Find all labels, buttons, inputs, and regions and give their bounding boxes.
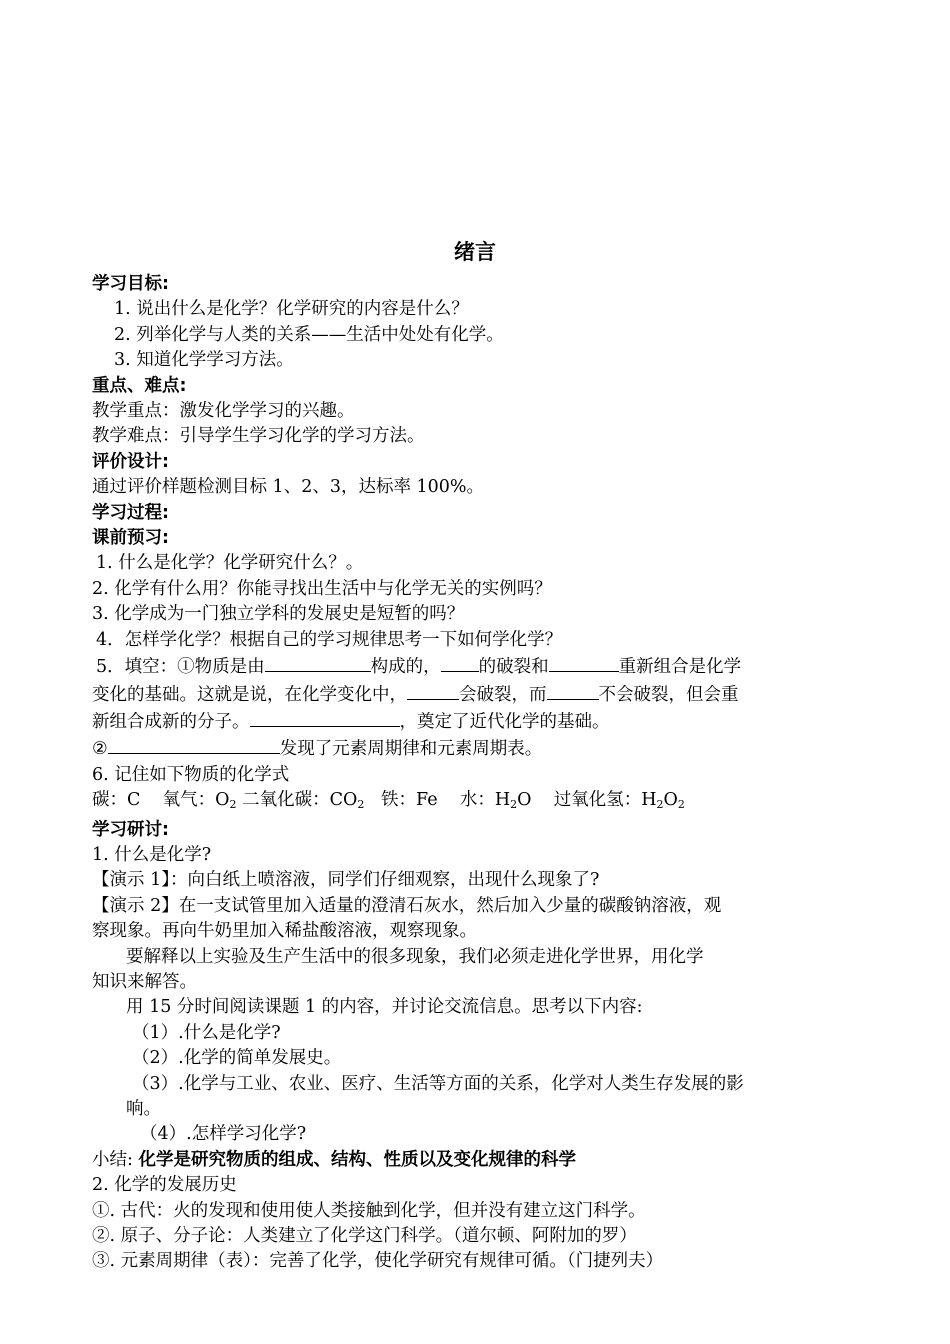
answer-blank[interactable]	[407, 681, 459, 700]
answer-blank[interactable]	[265, 653, 371, 672]
evaluation-heading: 评价设计:	[92, 451, 169, 472]
formula-oxygen: 氧气：$O_2$	[162, 790, 237, 812]
fill-text: 新组合成新的分子。	[92, 711, 250, 732]
history-item: ③. 元素周期律（表）：完善了化学，使化学研究有规律可循。（门捷列夫）	[92, 1251, 664, 1272]
history-item: ②. 原子、分子论：人类建立了化学这门科学。（道尔顿、阿附加的罗）	[92, 1226, 637, 1247]
preview-question: 2. 化学有什么用？你能寻找出生活中与化学无关的实例吗？	[92, 578, 552, 599]
history-heading: 2. 化学的发展历史	[92, 1175, 237, 1196]
formula-list	[92, 788, 867, 817]
preview-question: 3. 化学成为一门独立学科的发展史是短暂的吗？	[92, 604, 465, 625]
demo-1: 【演示 1】：向白纸上喷溶液，同学们仔细观察，出现什么现象了?	[92, 870, 600, 891]
history-item: ①. 古代：火的发现和使用使人类接触到化学，但并没有建立这门科学。	[92, 1200, 646, 1221]
fill-blank-line	[92, 708, 867, 735]
formula-hydrogen-peroxide: 过氧化氢：$H_2O_2$	[553, 790, 685, 812]
teaching-focus: 教学重点：激发化学学习的兴趣。	[92, 401, 355, 422]
objectives-heading: 学习目标:	[92, 274, 169, 294]
reading-task: 用 15 分时间阅读课题 1 的内容，并讨论交流信息。思考以下内容:	[126, 997, 643, 1018]
fill-text: 不会破裂，但会重	[598, 684, 739, 705]
think-point: （4）.怎样学习化学?	[140, 1124, 307, 1145]
fill-text: 会破裂，而	[459, 684, 547, 705]
fill-text: 发现了元素周期律和元素周期表。	[279, 739, 543, 760]
fill-text: ②	[92, 739, 108, 760]
answer-blank[interactable]	[547, 681, 599, 700]
objective-item: 1. 说出什么是化学？化学研究的内容是什么？	[114, 299, 469, 320]
objective-item: 2. 列举化学与人类的关系——生活中处处有化学。	[114, 324, 504, 345]
think-point-continued: 响。	[126, 1099, 161, 1119]
summary-label: 小结:	[92, 1149, 133, 1170]
preview-heading: 课前预习:	[92, 528, 169, 549]
demo-2: 【演示 2】在一支试管里加入适量的澄清石灰水，然后加入少量的碳酸钠溶液，观	[92, 895, 722, 916]
think-point: （1）.什么是化学?	[132, 1022, 281, 1043]
preview-question: 4．怎样学化学？根据自己的学习规律思考一下如何学化学？	[96, 629, 563, 650]
formula-iron: 铁：Fe	[381, 790, 438, 811]
answer-blank[interactable]	[108, 735, 280, 754]
summary-text: 化学是研究物质的组成、结构、性质以及变化规律的科学	[138, 1149, 576, 1170]
summary	[92, 1148, 867, 1173]
teaching-difficulty: 教学难点：引导学生学习化学的学习方法。	[92, 426, 425, 447]
answer-blank[interactable]	[549, 653, 619, 672]
page-title: 绪言	[454, 240, 496, 264]
discussion-heading: 学习研讨:	[92, 819, 169, 840]
formula-carbon: 碳：C	[92, 790, 141, 811]
explain-paragraph-continued: 知识来解答。	[92, 971, 197, 992]
fill-text: ，奠定了近代化学的基础。	[399, 711, 610, 732]
fill-text: 变化的基础。这就是说，在化学变化中，	[92, 684, 407, 705]
answer-blank[interactable]	[441, 653, 479, 672]
demo-2-continued: 察现象。再向牛奶里加入稀盐酸溶液，观察现象。	[92, 921, 477, 942]
preview-question: 6. 记住如下物质的化学式	[92, 764, 290, 785]
discussion-question: 1. 什么是化学?	[92, 844, 212, 865]
fill-text: 的破裂和	[478, 657, 549, 678]
objective-item: 3. 知道化学学习方法。	[114, 350, 294, 371]
formula-co2: 二氧化碳：$CO_2$	[242, 790, 365, 812]
fill-text: 5．填空：①物质是由	[96, 657, 265, 678]
formula-water: 水：$H_2O$	[459, 790, 532, 812]
process-heading: 学习过程:	[92, 502, 169, 523]
fill-blank-line	[92, 735, 867, 762]
fill-text: 重新组合是化学	[618, 657, 742, 678]
think-point: （3）.化学与工业、农业、医疗、生活等方面的关系，化学对人类生存发展的影	[132, 1073, 744, 1094]
explain-paragraph: 要解释以上实验及生产生活中的很多现象，我们必须走进化学世界，用化学	[126, 946, 704, 967]
keypoints-heading: 重点、难点:	[92, 375, 187, 396]
evaluation-text: 通过评价样题检测目标 1、2、3，达标率 100%。	[92, 477, 485, 498]
document-body	[92, 272, 867, 1275]
think-point: （2）.化学的简单发展史。	[132, 1048, 342, 1069]
preview-question: 1. 什么是化学？化学研究什么？。	[96, 553, 364, 574]
fill-blank-line	[92, 653, 867, 680]
fill-blank-line	[92, 681, 867, 708]
answer-blank[interactable]	[250, 708, 400, 727]
fill-text: 构成的，	[370, 657, 441, 678]
